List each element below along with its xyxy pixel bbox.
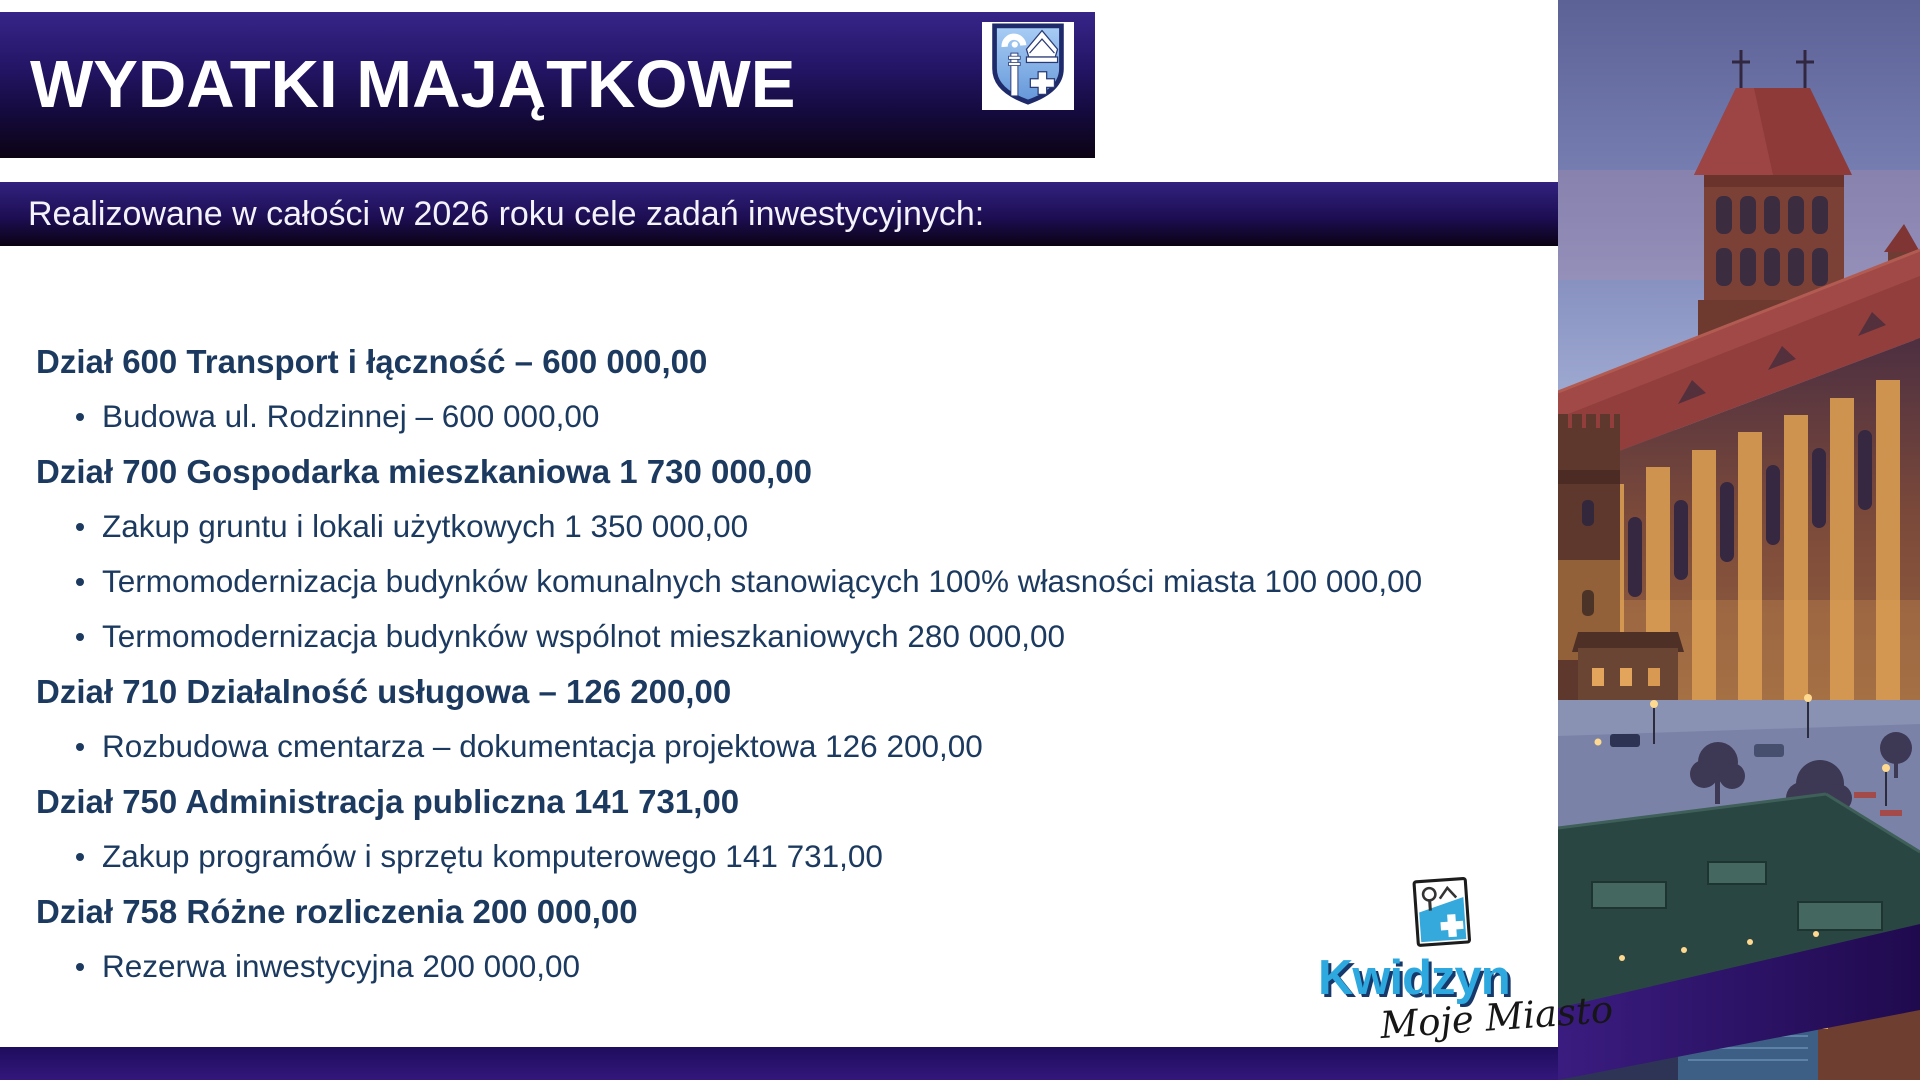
section-heading: Dział 700 Gospodarka mieszkaniowa 1 730 000,00 — [36, 452, 812, 490]
list-item — [0, 609, 1558, 664]
list-item — [0, 554, 1558, 609]
list-item-text: Zakup programów i sprzętu komputerowego 141 731,00 — [102, 838, 883, 874]
kwidzyn-coat-of-arms-icon — [988, 22, 1068, 111]
logo-tagline: Moje Miasto — [1378, 987, 1615, 1048]
list-item-text: Rezerwa inwestycyjna 200 000,00 — [102, 948, 581, 984]
list-item — [0, 719, 1558, 774]
list-item-text: Rozbudowa cmentarza – dokumentacja projektowa 126 200,00 — [102, 728, 983, 764]
list-item — [0, 389, 1558, 444]
coat-of-arms-box — [982, 22, 1074, 110]
bullet-icon — [76, 633, 84, 641]
title-bar — [0, 12, 1095, 158]
list-item — [0, 499, 1558, 554]
city-logo — [1316, 876, 1615, 1052]
city-photo — [1558, 0, 1920, 1080]
bullet-icon — [76, 523, 84, 531]
bullet-icon — [76, 963, 84, 971]
list-item-text: Zakup gruntu i lokali użytkowych 1 350 000,00 — [102, 508, 749, 544]
section-heading: Dział 750 Administracja publiczna 141 731,00 — [36, 782, 740, 820]
subtitle-bar — [0, 182, 1558, 246]
logo-city-name: Kwidzyn — [1318, 951, 1510, 1005]
kwidzyn-logo-crest-icon — [1410, 876, 1474, 959]
subtitle: Realizowane w całości w 2026 roku cele zadań inwestycyjnych: — [28, 194, 985, 233]
page-title: WYDATKI MAJĄTKOWE — [30, 47, 796, 122]
section-heading: Dział 600 Transport i łączność – 600 000,00 — [36, 342, 708, 380]
section-heading: Dział 758 Różne rozliczenia 200 000,00 — [36, 892, 638, 930]
list-item-text: Termomodernizacja budynków komunalnych stanowiących 100% własności miasta 100 000,00 — [102, 563, 1423, 599]
bullet-icon — [76, 413, 84, 421]
section-heading: Dział 710 Działalność usługowa – 126 200,00 — [36, 672, 732, 710]
list-item-text: Budowa ul. Rodzinnej – 600 000,00 — [102, 398, 600, 434]
bullet-icon — [76, 578, 84, 586]
list-item-text: Termomodernizacja budynków wspólnot mieszkaniowych 280 000,00 — [102, 618, 1066, 654]
bullet-icon — [76, 853, 84, 861]
bullet-icon — [76, 743, 84, 751]
